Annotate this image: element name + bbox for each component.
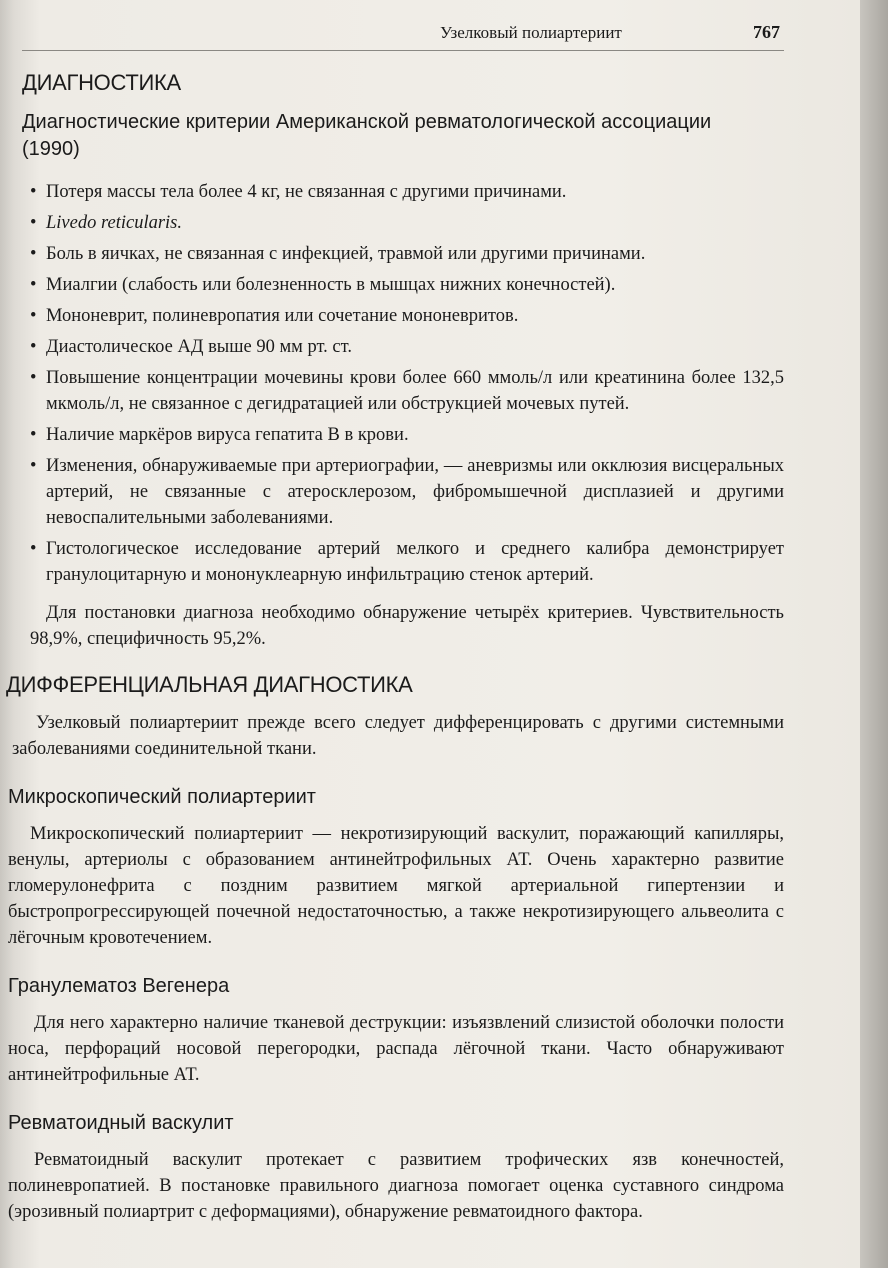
page-content	[0, 60, 784, 1225]
wegener-text: Для него характерно наличие тканевой деструкции: изъязвлений слизистой оболочки полости носа, перфораций носовой перегородки, распада лёгочной ткани. Часто обнаруживают антинейтрофильные АТ.	[8, 1013, 784, 1085]
page-number: 767	[753, 22, 780, 42]
criteria-item: • Изменения, обнаруживаемые при артериографии, — аневризмы или окклюзия висцеральных артерий, не связанные с атеросклерозом, фибромышечной дисплазией и другими невоспалительными заболеваниями.	[30, 456, 784, 528]
criteria-item: • Гистологическое исследование артерий мелкого и среднего калибра демонстрирует гранулоцитарную и мононуклеарную инфильтрацию стенок артерий.	[30, 539, 784, 585]
rheumatoid-text: Ревматоидный васкулит протекает с развитием трофических язв конечностей, полиневропатией. В постановке правильного диагноза помогает оценка суставного синдрома (эрозивный полиартрит с деформациями), обнаружение ревматоидного фактора.	[8, 1150, 784, 1222]
criteria-item: • Мононеврит, полиневропатия или сочетание мононевритов.	[30, 306, 519, 326]
differential-heading: ДИФФЕРЕНЦИАЛЬНАЯ ДИАГНОСТИКА	[6, 672, 413, 697]
criteria-item: • Наличие маркёров вируса гепатита В в крови.	[30, 425, 409, 445]
diagnostics-heading: ДИАГНОСТИКА	[22, 70, 181, 95]
diagnosis-conclusion: Для постановки диагноза необходимо обнаружение четырёх критериев. Чувствительность 98,9%, специфичность 95,2%.	[30, 603, 784, 649]
criteria-item: • Livedo reticularis.	[30, 213, 182, 233]
rheumatoid-title: Ревматоидный васкулит	[8, 1112, 234, 1134]
criteria-item: • Диастолическое АД выше 90 мм рт. ст.	[30, 337, 352, 357]
microscopic-text: Микроскопический полиартериит — некротизирующий васкулит, поражающий капилляры, венулы, артериолы с образованием антинейтрофильных АТ. Очень характерно развитие гломерулонефрита с поздним развитием мягкой артериальной гипертензии и быстропрогрессирующей почечной недостаточностью, а также некротизирующего альвеолита с лёгочным кровотечением.	[8, 824, 784, 948]
header-rule	[22, 50, 784, 51]
running-title: Узелковый полиартериит	[440, 23, 622, 42]
criteria-item: • Миалгии (слабость или болезненность в мышцах нижних конечностей).	[30, 275, 616, 295]
microscopic-title: Микроскопический полиартериит	[8, 786, 316, 808]
criteria-list	[0, 179, 784, 588]
criteria-title: Диагностические критерии Американской ревматологической ассоциации (1990)	[22, 111, 712, 160]
criteria-item: • Потеря массы тела более 4 кг, не связанная с другими причинами.	[30, 182, 567, 202]
criteria-item: • Боль в яичках, не связанная с инфекцией, травмой или другими причинами.	[30, 244, 646, 264]
differential-intro: Узелковый полиартериит прежде всего следует дифференцировать с другими системными заболеваниями соединительной ткани.	[12, 713, 784, 759]
wegener-title: Гранулематоз Вегенера	[8, 975, 230, 997]
page-edge	[860, 0, 888, 1268]
criteria-item: • Повышение концентрации мочевины крови более 660 ммоль/л или креатинина более 132,5 мкмоль/л, не связанное с дегидратацией или обструкцией мочевых путей.	[30, 368, 784, 414]
running-header	[440, 22, 780, 43]
